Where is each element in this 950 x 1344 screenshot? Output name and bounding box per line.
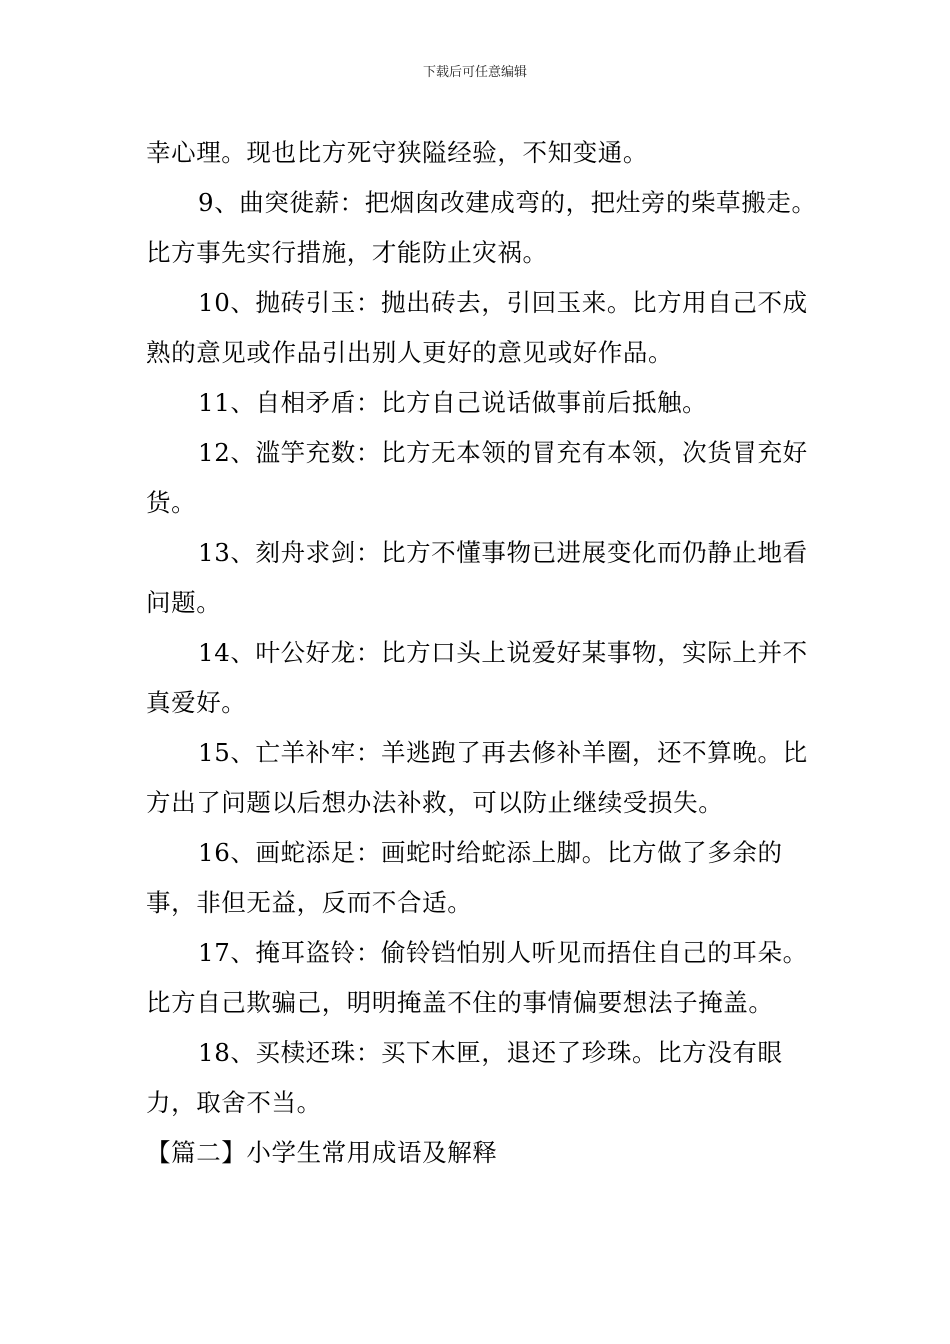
paragraph-idiom-13: 13、刻舟求剑：比方不懂事物已进展变化而仍静止地看问题。: [146, 538, 808, 617]
paragraph-idiom-17: 17、掩耳盗铃：偷铃铛怕别人听见而捂住自己的耳朵。比方自己欺骗己，明明掩盖不住的事情偏要想法子掩盖。: [146, 938, 808, 1017]
paragraph-idiom-11: 11、自相矛盾：比方自己说话做事前后抵触。: [198, 388, 708, 417]
paragraph-idiom-15: 15、亡羊补牢：羊逃跑了再去修补羊圈，还不算晚。比方出了问题以后想办法补救，可以防止继续受损失。: [146, 738, 808, 817]
paragraph-idiom-10: 10、抛砖引玉：抛出砖去，引回玉来。比方用自己不成熟的意见或作品引出别人更好的意见或好作品。: [146, 288, 808, 367]
section-heading: 【篇二】小学生常用成语及解释: [146, 1138, 498, 1167]
paragraph-idiom-9: 9、曲突徙薪：把烟囱改建成弯的，把灶旁的柴草搬走。比方事先实行措施，才能防止灾祸。: [146, 188, 817, 267]
paragraph-continuation: 幸心理。现也比方死守狭隘经验，不知变通。: [146, 138, 648, 167]
document-body: [146, 128, 831, 1178]
page-header-note: 下载后可任意编辑: [422, 65, 527, 80]
paragraph-idiom-16: 16、画蛇添足：画蛇时给蛇添上脚。比方做了多余的事，非但无益，反而不合适。: [146, 838, 783, 917]
paragraph-idiom-12: 12、滥竽充数：比方无本领的冒充有本领，次货冒充好货。: [146, 438, 808, 517]
paragraph-idiom-14: 14、叶公好龙：比方口头上说爱好某事物，实际上并不真爱好。: [146, 638, 808, 717]
paragraph-idiom-18: 18、买椟还珠：买下木匣，退还了珍珠。比方没有眼力，取舍不当。: [146, 1038, 783, 1117]
